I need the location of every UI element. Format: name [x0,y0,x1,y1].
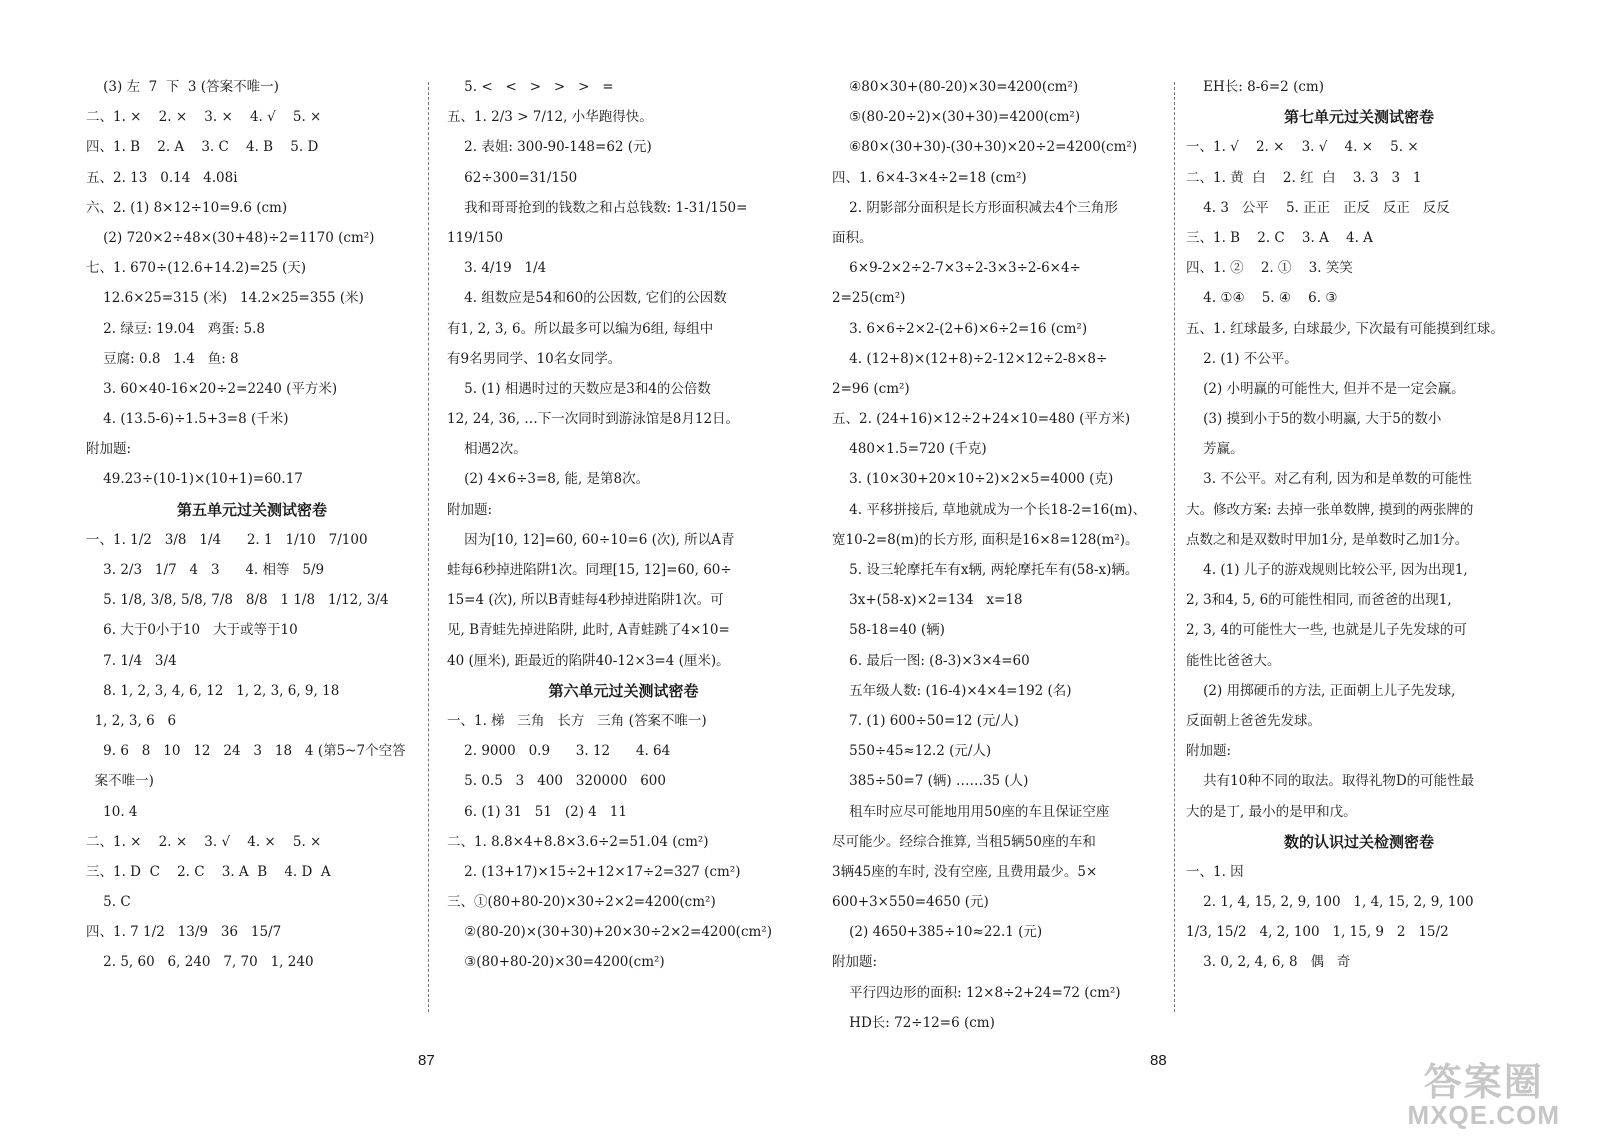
column-divider-right [1174,82,1175,1012]
answer-line: 尽可能少。经综合推算, 当租5辆50座的车和 [832,833,1096,850]
answer-line: 2=96 (cm²) [832,380,910,397]
answer-line: 三、①(80+80-20)×30÷2×2=4200(cm²) [447,894,716,911]
answer-line: 二、1. × 2. × 3. × 4. √ 5. × [86,109,322,126]
answer-line: 蛙每6秒掉进陷阱1次。同理[15, 12]=60, 60÷ [447,562,732,578]
answer-column-1 [86,72,418,978]
answer-line: 芳赢。 [1186,441,1244,458]
answer-line: 四、1. 6×4-3×4÷2=18 (cm²) [832,169,1027,186]
answer-line: 反面朝上爸爸先发球。 [1186,712,1321,729]
answer-line: 3. 4/19 1/4 [447,260,547,277]
answer-line: ⑤(80-20÷2)×(30+30)=4200(cm²) [832,109,1081,126]
answer-line: 4. (13.5-6)÷1.5+3=8 (千米) [86,411,289,428]
answer-line: 四、1. 7 1/2 13/9 36 15/7 [86,924,282,941]
answer-line: 有1, 2, 3, 6。所以最多可以编为6组, 每组中 [447,320,714,337]
answer-line: 550÷45≈12.2 (元/人) [832,743,992,760]
answer-line: 五、1. 红球最多, 白球最少, 下次最有可能摸到红球。 [1186,320,1504,337]
answer-line: 四、1. ② 2. ① 3. 笑笑 [1186,260,1353,277]
answer-line: 5. 0.5 3 400 320000 600 [447,773,666,790]
answer-line: 2=25(cm²) [832,290,906,307]
answer-line: 豆腐: 0.8 1.4 鱼: 8 [86,350,239,367]
answer-line: 共有10种不同的取法。取得礼物D的可能性最 [1186,773,1475,790]
answer-line: 一、1. √ 2. × 3. √ 4. × 5. × [1186,139,1419,156]
answer-line: 6×9-2×2÷2-7×3÷2-3×3÷2-6×4÷ [832,260,1081,277]
answer-line: 2. 阴影部分面积是长方形面积减去4个三角形 [832,199,1118,216]
answer-line: (2) 用掷硬币的方法, 正面朝上儿子先发球, [1186,682,1456,699]
answer-line: 六、2. (1) 8×12÷10=9.6 (cm) [86,199,288,216]
answer-line: 附加题: [832,954,878,971]
answer-line: 6. 大于0小于10 大于或等于10 [86,622,298,639]
answer-line: 3. 6×6÷2×2-(2+6)×6÷2=16 (cm²) [832,320,1088,337]
answer-line: (3) 左 7 下 3 (答案不唯一) [86,79,279,95]
answer-line: 2. 5, 60 6, 240 7, 70 1, 240 [86,954,314,971]
answer-line: 1/3, 15/2 4, 2, 100 1, 15, 9 2 15/2 [1186,924,1449,941]
answer-line: 3辆45座的车时, 没有空座, 且费用最少。5× [832,863,1098,880]
answer-line: 5. (1) 相遇时过的天数应是3和4的公倍数 [447,380,711,397]
answer-line: 4. 平移拼接后, 草地就成为一个长18-2=16(m)、 [832,501,1147,518]
answer-line: 480×1.5=720 (千克) [832,441,987,458]
answer-column-2 [447,72,800,978]
answer-line: (2) 720×2÷48×(30+48)÷2=1170 (cm²) [86,229,375,246]
answer-line: 4. 组数应是54和60的公因数, 它们的公因数 [447,290,727,307]
answer-line: 七、1. 670÷(12.6+14.2)=25 (天) [86,260,307,277]
section-title: 第七单元过关测试密卷 [1283,108,1434,127]
answer-line: 一、1. 1/2 3/8 1/4 2. 1 1/10 7/100 [86,531,368,548]
answer-line: 见, B青蛙先掉进陷阱, 此时, A青蛙跳了4×10= [447,622,730,639]
answer-line: 2. 绿豆: 19.04 鸡蛋: 5.8 [86,320,266,337]
answer-line: 3. (10×30+20×10÷2)×2×5=4000 (克) [832,471,1114,488]
answer-line: 12, 24, 36, …下一次同时到游泳馆是8月12日。 [447,411,740,428]
answer-line: 2. 9000 0.9 3. 12 4. 64 [447,743,671,760]
answer-line: 600+3×550=4650 (元) [832,894,989,911]
answer-line: 2. (1) 不公平。 [1186,350,1298,367]
answer-line: 5. < < > > > = [447,79,614,95]
answer-line: 五、2. 13 0.14 4.08i [86,169,238,186]
page-number-right: 88 [1150,1052,1167,1069]
answer-line: 面积。 [832,229,873,246]
answer-line: 2, 3, 4的可能性大一些, 也就是儿子先发球的可 [1186,622,1468,639]
answer-line: 9. 6 8 10 12 24 3 18 4 (第5~7个空答 [86,743,406,760]
answer-line: 5. C [86,894,131,911]
column-divider-left [428,82,429,1012]
answer-line: ④80×30+(80-20)×30=4200(cm²) [832,79,1079,95]
answer-line: 385÷50=7 (辆) ……35 (人) [832,773,1029,790]
answer-line: 附加题: [1186,743,1232,760]
answer-line: 6. (1) 31 51 (2) 4 11 [447,803,627,820]
answer-line: 1, 2, 3, 6 6 [86,712,177,729]
answer-line: ③(80+80-20)×30=4200(cm²) [447,954,665,971]
page-number-left: 87 [418,1052,435,1069]
answer-line: 4. 3 公平 5. 正正 正反 反正 反反 [1186,199,1450,216]
answer-line: 4. (12+8)×(12+8)÷2-12×12÷2-8×8÷ [832,350,1108,367]
section-title: 第五单元过关测试密卷 [176,500,327,519]
answer-line: 点数之和是双数时甲加1分, 是单数时乙加1分。 [1186,531,1469,548]
answer-line: 6. 最后一图: (8-3)×3×4=60 [832,652,1030,669]
answer-column-4 [1186,72,1532,978]
answer-line: 有9名男同学、10名女同学。 [447,350,622,367]
answer-line: 4. (1) 儿子的游戏规则比较公平, 因为出现1, [1186,562,1468,578]
answer-line: 平行四边形的面积: 12×8÷2+24=72 (cm²) [832,984,1121,1001]
answer-line: (2) 4×6÷3=8, 能, 是第8次。 [447,471,650,488]
answer-line: HD长: 72÷12=6 (cm) [832,1014,995,1031]
answer-line: 12.6×25=315 (米) 14.2×25=355 (米) [86,290,364,307]
answer-line: 附加题: [447,501,493,518]
answer-line: 二、1. 黄 白 2. 红 白 3. 3 3 1 [1186,169,1422,186]
answer-line: 能性比爸爸大。 [1186,652,1281,669]
answer-line: 租车时应尽可能地用用50座的车且保证空座 [832,803,1110,820]
answer-line: 二、1. 8.8×4+8.8×3.6÷2=51.04 (cm²) [447,833,709,850]
answer-line: 案不唯一) [86,773,154,790]
answer-line: 10. 4 [86,803,138,820]
answer-line: 8. 1, 2, 3, 4, 6, 12 1, 2, 3, 6, 9, 18 [86,682,340,699]
answer-line: 49.23÷(10-1)×(10+1)=60.17 [86,471,303,488]
answer-line: 3. 60×40-16×20÷2=2240 (平方米) [86,380,338,397]
answer-line: 二、1. × 2. × 3. √ 4. × 5. × [86,833,322,850]
answer-line: 3. 不公平。对乙有利, 因为和是单数的可能性 [1186,471,1472,488]
answer-line: 3. 0, 2, 4, 6, 8 偶 奇 [1186,954,1351,971]
answer-line: 2. (13+17)×15÷2+12×17÷2=327 (cm²) [447,863,741,880]
watermark-text: 答案圈 [1423,1062,1544,1104]
answer-line: 3. 2/3 1/7 4 3 4. 相等 5/9 [86,562,325,578]
answer-line: 四、1. B 2. A 3. C 4. B 5. D [86,139,319,156]
watermark-logo [1408,1064,1560,1128]
answer-line: 40 (厘米), 距最近的陷阱40-12×3=4 (厘米)。 [447,652,730,669]
answer-line: (3) 摸到小于5的数小明赢, 大于5的数小 [1186,411,1442,428]
answer-line: 62÷300=31/150 [447,169,578,186]
answer-line: 58-18=40 (辆) [832,622,945,639]
answer-line: ②(80-20)×(30+30)+20×30÷2×2=4200(cm²) [447,924,772,941]
section-title: 数的认识过关检测密卷 [1283,832,1434,851]
answer-line: 我和哥哥抢到的钱数之和占总钱数: 1-31/150= [447,199,748,216]
answer-line: 2. 表姐: 300-90-148=62 (元) [447,139,652,156]
answer-line: 2, 3和4, 5, 6的可能性相同, 而爸爸的出现1, [1186,592,1452,609]
answer-line: 15=4 (次), 所以B青蛙每4秒掉进陷阱1次。可 [447,592,724,609]
answer-line: 119/150 [447,229,504,246]
answer-line: 五、2. (24+16)×12÷2+24×10=480 (平方米) [832,411,1131,428]
answer-line: 5. 1/8, 3/8, 5/8, 7/8 8/8 1 1/8 1/12, 3/4 [86,592,389,609]
answer-line: 3x+(58-x)×2=134 x=18 [832,592,1023,609]
answer-line: 相遇2次。 [447,441,527,458]
answer-line: 4. ①④ 5. ④ 6. ③ [1186,290,1338,307]
answer-line: 2. 1, 4, 15, 2, 9, 100 1, 4, 15, 2, 9, 100 [1186,894,1474,911]
answer-line: 五年级人数: (16-4)×4×4=192 (名) [832,682,1072,699]
answer-line: (2) 4650+385÷10≈22.1 (元) [832,924,1043,941]
answer-line: 一、1. 梯 三角 长方 三角 (答案不唯一) [447,712,707,729]
answer-line: 5. 设三轮摩托车有x辆, 两轮摩托车有(58-x)辆。 [832,562,1139,578]
answer-line: 三、1. B 2. C 3. A 4. A [1186,229,1373,246]
answer-line: (2) 小明赢的可能性大, 但并不是一定会赢。 [1186,380,1465,397]
answer-line: 附加题: [86,441,132,458]
answer-column-3 [832,72,1167,1038]
answer-line: 大的是丁, 最小的是甲和戊。 [1186,803,1357,820]
watermark-url: MXQE.COM [1407,1100,1560,1130]
answer-line: 7. 1/4 3/4 [86,652,177,669]
answer-line: 大。修改方案: 去掉一张单数牌, 摸到的两张牌的 [1186,501,1474,518]
answer-line: EH长: 8-6=2 (cm) [1186,79,1324,95]
answer-line: 一、1. 因 [1186,863,1244,880]
answer-line: 因为[10, 12]=60, 60÷10=6 (次), 所以A青 [447,531,735,548]
answer-line: 五、1. 2/3 > 7/12, 小华跑得快。 [447,109,653,126]
answer-line: 7. (1) 600÷50=12 (元/人) [832,712,1019,729]
answer-line: 宽10-2=8(m)的长方形, 面积是16×8=128(m²)。 [832,531,1139,548]
answer-line: ⑥80×(30+30)-(30+30)×20÷2=4200(cm²) [832,139,1138,156]
section-title: 第六单元过关测试密卷 [548,681,699,700]
answer-line: 三、1. D C 2. C 3. A B 4. D A [86,863,331,880]
